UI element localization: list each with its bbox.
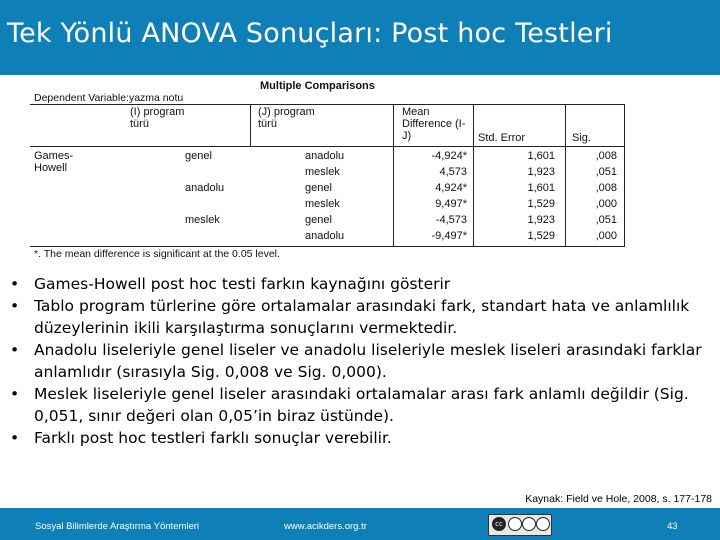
cell-j: anadolu: [305, 150, 345, 162]
table-column-rule: [250, 104, 251, 146]
cell-i: anadolu: [185, 182, 225, 194]
bullet-list: [10, 273, 710, 449]
header-mean-difference: J): [402, 130, 412, 142]
cell-std-error: 1,529: [527, 198, 555, 210]
cell-std-error: 1,923: [527, 166, 555, 178]
bullet-icon: •: [10, 341, 20, 359]
cell-i: meslek: [185, 214, 220, 226]
bullet-item: [10, 273, 710, 295]
footer-course-title: Sosyal Bilimlerde Araştırma Yöntemleri: [35, 521, 200, 532]
bullet-item: [10, 339, 710, 383]
cell-sig: ,051: [595, 214, 617, 226]
cell-i: genel: [185, 150, 212, 162]
footer-bar: [0, 508, 720, 540]
header-mean-difference: Mean: [402, 106, 430, 118]
bullet-item: [10, 295, 710, 339]
creative-commons-by-nc-sa-icon[interactable]: [488, 514, 552, 536]
table-column-rule: [624, 104, 625, 246]
cell-j: meslek: [305, 166, 340, 178]
bullet-icon: •: [10, 429, 20, 447]
bullet-item: [10, 383, 710, 427]
bullet-text: Games-Howell post hoc testi farkın kaynağını gösterir: [34, 275, 451, 293]
cell-sig: ,008: [595, 182, 617, 194]
cell-j: anadolu: [305, 230, 345, 242]
bullet-icon: •: [10, 297, 20, 315]
footer-website-link[interactable]: www.acikders.org.tr: [284, 521, 367, 532]
page-number: 43: [667, 521, 678, 532]
table-caption: Multiple Comparisons: [260, 80, 375, 92]
source-citation: Kaynak: Field ve Hole, 2008, s. 177-178: [525, 493, 712, 505]
slide-title: Tek Yönlü ANOVA Sonuçları: Post hoc Testleri: [7, 18, 613, 49]
cell-std-error: 1,529: [527, 230, 555, 242]
header-j-program: (J) program: [258, 106, 315, 118]
dependent-variable: Dependent Variable:yazma notu: [34, 92, 184, 104]
bullet-item: [10, 427, 710, 449]
bullet-text: Farklı post hoc testleri farklı sonuçlar verebilir.: [34, 429, 392, 447]
table-rule: [30, 104, 625, 105]
bullet-text: Tablo program türlerine göre ortalamalar arasındaki fark, standart hata ve anlamlılık düzeylerinin ikili karşılaştırma sonuçlarını vermektedir.: [34, 297, 690, 337]
header-std-error: Std. Error: [478, 132, 526, 144]
cell-sig: ,008: [595, 150, 617, 162]
header-mean-difference: Difference (I-: [402, 118, 466, 130]
cell-mean-diff: -9,497*: [431, 230, 467, 242]
table-rule: [30, 146, 625, 147]
cell-sig: ,051: [595, 166, 617, 178]
cell-sig: ,000: [595, 230, 617, 242]
cell-mean-diff: 4,573: [439, 166, 467, 178]
cell-j: genel: [305, 182, 332, 194]
cell-std-error: 1,601: [527, 150, 555, 162]
header-i-program: türü: [130, 118, 149, 130]
method-label: Howell: [34, 162, 68, 174]
header-sig: Sig.: [572, 132, 591, 144]
cell-mean-diff: 9,497*: [435, 198, 467, 210]
cc-nc-icon: [522, 517, 536, 531]
cell-std-error: 1,601: [527, 182, 555, 194]
method-label: Games-: [34, 150, 74, 162]
spss-table-image: [30, 78, 625, 260]
header-j-program: türü: [258, 118, 277, 130]
table-footnote: *. The mean difference is significant at the 0.05 level.: [34, 248, 280, 260]
bullet-icon: •: [10, 275, 20, 293]
cc-by-icon: [508, 517, 522, 531]
title-bar: [0, 0, 720, 75]
cc-logo-icon: cc: [492, 517, 506, 531]
cell-sig: ,000: [595, 198, 617, 210]
cell-j: genel: [305, 214, 332, 226]
bullet-text: Anadolu liseleriyle genel liseler ve anadolu liseleriyle meslek liseleri arasındaki farklar anlamlıdır (sırasıyla Sig. 0,008 ve Sig. 0,000).: [34, 341, 702, 381]
cc-sa-icon: [536, 517, 550, 531]
bullet-icon: •: [10, 385, 20, 403]
cell-mean-diff: 4,924*: [435, 182, 467, 194]
header-i-program: (I) program: [130, 106, 185, 118]
cell-mean-diff: -4,573: [435, 214, 467, 226]
cell-j: meslek: [305, 198, 340, 210]
bullet-text: Meslek liseleriyle genel liseler arasındaki ortalamalar arası fark anlamlı değildir (Sig. 0,051, sınır değeri olan 0,05’in biraz üstünde).: [34, 385, 689, 425]
cell-mean-diff: -4,924*: [431, 150, 467, 162]
table-rule: [30, 246, 625, 247]
cell-std-error: 1,923: [527, 214, 555, 226]
